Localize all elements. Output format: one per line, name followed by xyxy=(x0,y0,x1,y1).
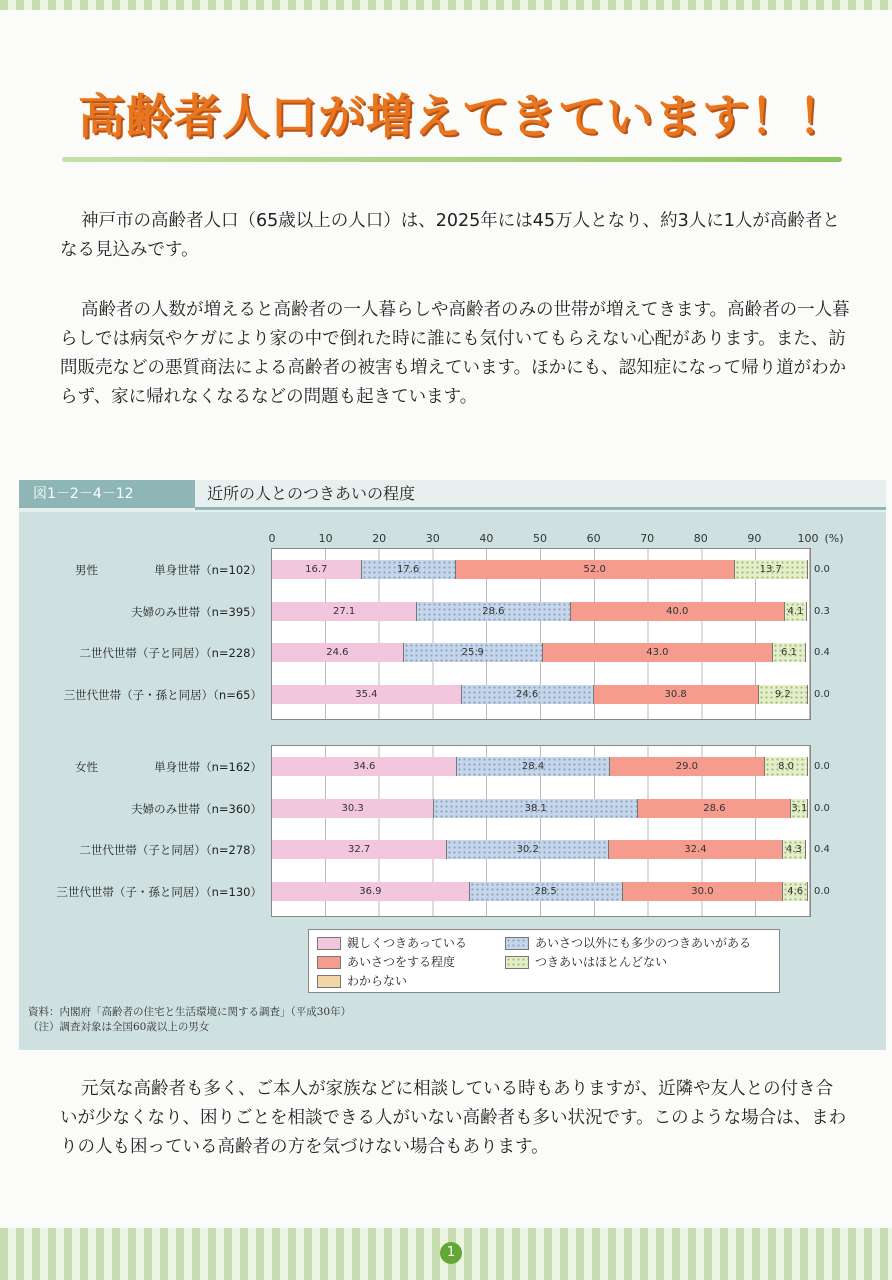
row-label-text: 単身世帯（n=162） xyxy=(154,760,262,774)
bar-segment: 30.0 xyxy=(623,882,784,901)
row-label xyxy=(12,884,262,900)
x-tick-label: 90 xyxy=(747,532,762,545)
row-label xyxy=(12,759,262,775)
legend-item xyxy=(317,972,407,989)
row-label xyxy=(12,645,262,661)
bar-segment: 13.7 xyxy=(735,560,808,579)
stacked-bar xyxy=(272,643,808,662)
x-tick-label: 50 xyxy=(533,532,547,545)
legend-item xyxy=(505,934,751,951)
x-tick-label: 30 xyxy=(425,532,440,545)
legend-label: わからない xyxy=(347,974,408,988)
stacked-bar xyxy=(272,840,808,859)
legend-swatch xyxy=(317,956,341,969)
paragraph-3: 元気な高齢者も多く、ご本人が家族などに相談している時もありますが、近隣や友人との付き合いが少なくなり、困りごとを相談できる人がいない高齢者も多い状況です。このような場合は、まわりの人も困っている高齢者の方を気づけない場合もあります。 xyxy=(60,1079,847,1157)
unknown-value-label: 0.4 xyxy=(814,844,830,855)
bar-segment: 17.6 xyxy=(362,560,456,579)
bar-segment: 40.0 xyxy=(571,602,785,621)
x-tick-label: 0 xyxy=(268,532,276,545)
stacked-bar xyxy=(272,685,808,704)
group-label: 男性 xyxy=(75,563,98,577)
bar-segment: 24.6 xyxy=(462,685,594,704)
bar-segment: 43.0 xyxy=(543,643,773,662)
legend-label: あいさつをする程度 xyxy=(347,955,456,969)
bar-segment: 16.7 xyxy=(272,560,362,579)
paragraph-1: 神戸市の高齢者人口（65歳以上の人口）は、2025年には45万人となり、約3人に1人が高齢者となる見込みです。 xyxy=(60,211,840,260)
stacked-bar xyxy=(272,757,808,776)
bar-segment: 28.6 xyxy=(417,602,570,621)
bar-segment: 28.6 xyxy=(638,799,791,818)
x-tick-label: 70 xyxy=(640,532,655,545)
row-label xyxy=(12,604,262,620)
unknown-value-label: 0.0 xyxy=(814,885,830,897)
bar-segment: 8.0 xyxy=(765,757,808,776)
unknown-value-label: 0.0 xyxy=(814,761,830,772)
stacked-bar xyxy=(272,799,808,818)
legend-swatch xyxy=(505,937,529,950)
bar-segment: 30.2 xyxy=(447,840,609,859)
legend-swatch xyxy=(317,975,341,988)
target-note: （注）調査対象は全国60歳以上の男女 xyxy=(28,1021,210,1033)
bar-segment: 25.9 xyxy=(404,643,543,662)
x-tick-label: 20 xyxy=(372,532,387,545)
row-label-text: 三世代世帯（子・孫と同居）（n=65） xyxy=(63,687,262,702)
figure-title: 近所の人とのつきあいの程度 xyxy=(207,484,416,503)
group-label: 女性 xyxy=(75,760,98,774)
bar-segment: 27.1 xyxy=(272,602,417,621)
row-label-text: 夫婦のみ世帯（n=395） xyxy=(131,604,262,619)
x-tick-label: 10 xyxy=(318,532,333,545)
row-label-text: 単身世帯（n=102） xyxy=(154,563,262,577)
row-label-text: 二世代世帯（子と同居）（n=228） xyxy=(79,646,262,660)
bar-segment: 38.1 xyxy=(434,799,638,818)
stacked-bar xyxy=(272,882,808,901)
bar-segment: 4.6 xyxy=(783,882,808,901)
legend-swatch xyxy=(317,937,341,950)
legend-label: あいさつ以外にも多少のつきあいがある xyxy=(535,936,752,950)
bar-segment: 30.3 xyxy=(272,799,434,818)
figure-header-rule xyxy=(195,507,886,510)
bar-segment: 9.2 xyxy=(759,685,808,704)
unknown-value-label: 0.4 xyxy=(814,647,830,658)
row-label xyxy=(12,562,262,578)
bar-segment: 30.8 xyxy=(594,685,759,704)
legend-item xyxy=(505,953,667,970)
x-tick-label: 100 xyxy=(797,532,819,545)
bar-segment: 4.3 xyxy=(783,840,806,859)
legend-swatch xyxy=(505,956,529,969)
paragraph-2: 高齢者の人数が増えると高齢者の一人暮らしや高齢者のみの世帯が増えてきます。高齢者の一人暮らしでは病気やケガにより家の中で倒れた時に誰にも気付いてもらえない心配があります。また、訪問販売などの悪質商法による高齢者の被害も増えています。ほかにも、認知症になって帰り道がわからず、家に帰れなくなるなどの問題も起きています。 xyxy=(60,300,850,407)
unknown-value-label: 0.0 xyxy=(814,802,830,814)
bar-segment: 3.1 xyxy=(791,799,808,818)
legend-label: つきあいはほとんどない xyxy=(535,955,668,969)
unknown-value-label: 0.3 xyxy=(814,605,830,617)
row-label-text: 夫婦のみ世帯（n=360） xyxy=(131,801,262,816)
row-label xyxy=(12,687,262,703)
bar-segment: 36.9 xyxy=(272,882,470,901)
bar-segment: 28.4 xyxy=(457,757,609,776)
stacked-bar xyxy=(272,560,808,579)
legend-item xyxy=(317,953,455,970)
bar-segment: 34.6 xyxy=(272,757,457,776)
bar-segment: 32.7 xyxy=(272,840,447,859)
x-tick-label: 60 xyxy=(586,532,601,545)
bar-segment: 35.4 xyxy=(272,685,462,704)
figure-header xyxy=(19,480,886,512)
x-tick-label: 80 xyxy=(693,532,708,545)
bar-segment: 4.1 xyxy=(785,602,807,621)
row-label-text: 二世代世帯（子と同居）（n=278） xyxy=(79,843,262,857)
unknown-value-label: 0.0 xyxy=(814,688,830,700)
figure-number: 図1－2－4－12 xyxy=(19,480,195,508)
chart-legend xyxy=(308,929,780,993)
bar-segment: 6.1 xyxy=(773,643,806,662)
x-tick-label: 40 xyxy=(479,532,494,545)
top-stripe xyxy=(0,0,892,10)
row-label-text: 三世代世帯（子・孫と同居）（n=130） xyxy=(56,884,262,899)
legend-item xyxy=(317,934,467,951)
page-title: 高齢者人口が増えてきています！！ xyxy=(78,90,846,145)
bar-segment: 28.5 xyxy=(470,882,623,901)
row-label xyxy=(12,842,262,858)
legend-label: 親しくつきあっている xyxy=(347,936,467,950)
row-label xyxy=(12,801,262,817)
page-number: 1 xyxy=(440,1242,462,1264)
bar-segment: 32.4 xyxy=(609,840,783,859)
stacked-bar xyxy=(272,602,808,621)
source-note: 資料：内閣府「高齢者の住宅と生活環境に関する調査」（平成30年） xyxy=(28,1006,352,1018)
unknown-value-label: 0.0 xyxy=(814,564,830,575)
x-unit-label: (%) xyxy=(824,532,844,545)
bar-segment: 29.0 xyxy=(610,757,765,776)
title-underline xyxy=(62,157,842,162)
bar-segment: 24.6 xyxy=(272,643,404,662)
bar-segment: 52.0 xyxy=(456,560,735,579)
